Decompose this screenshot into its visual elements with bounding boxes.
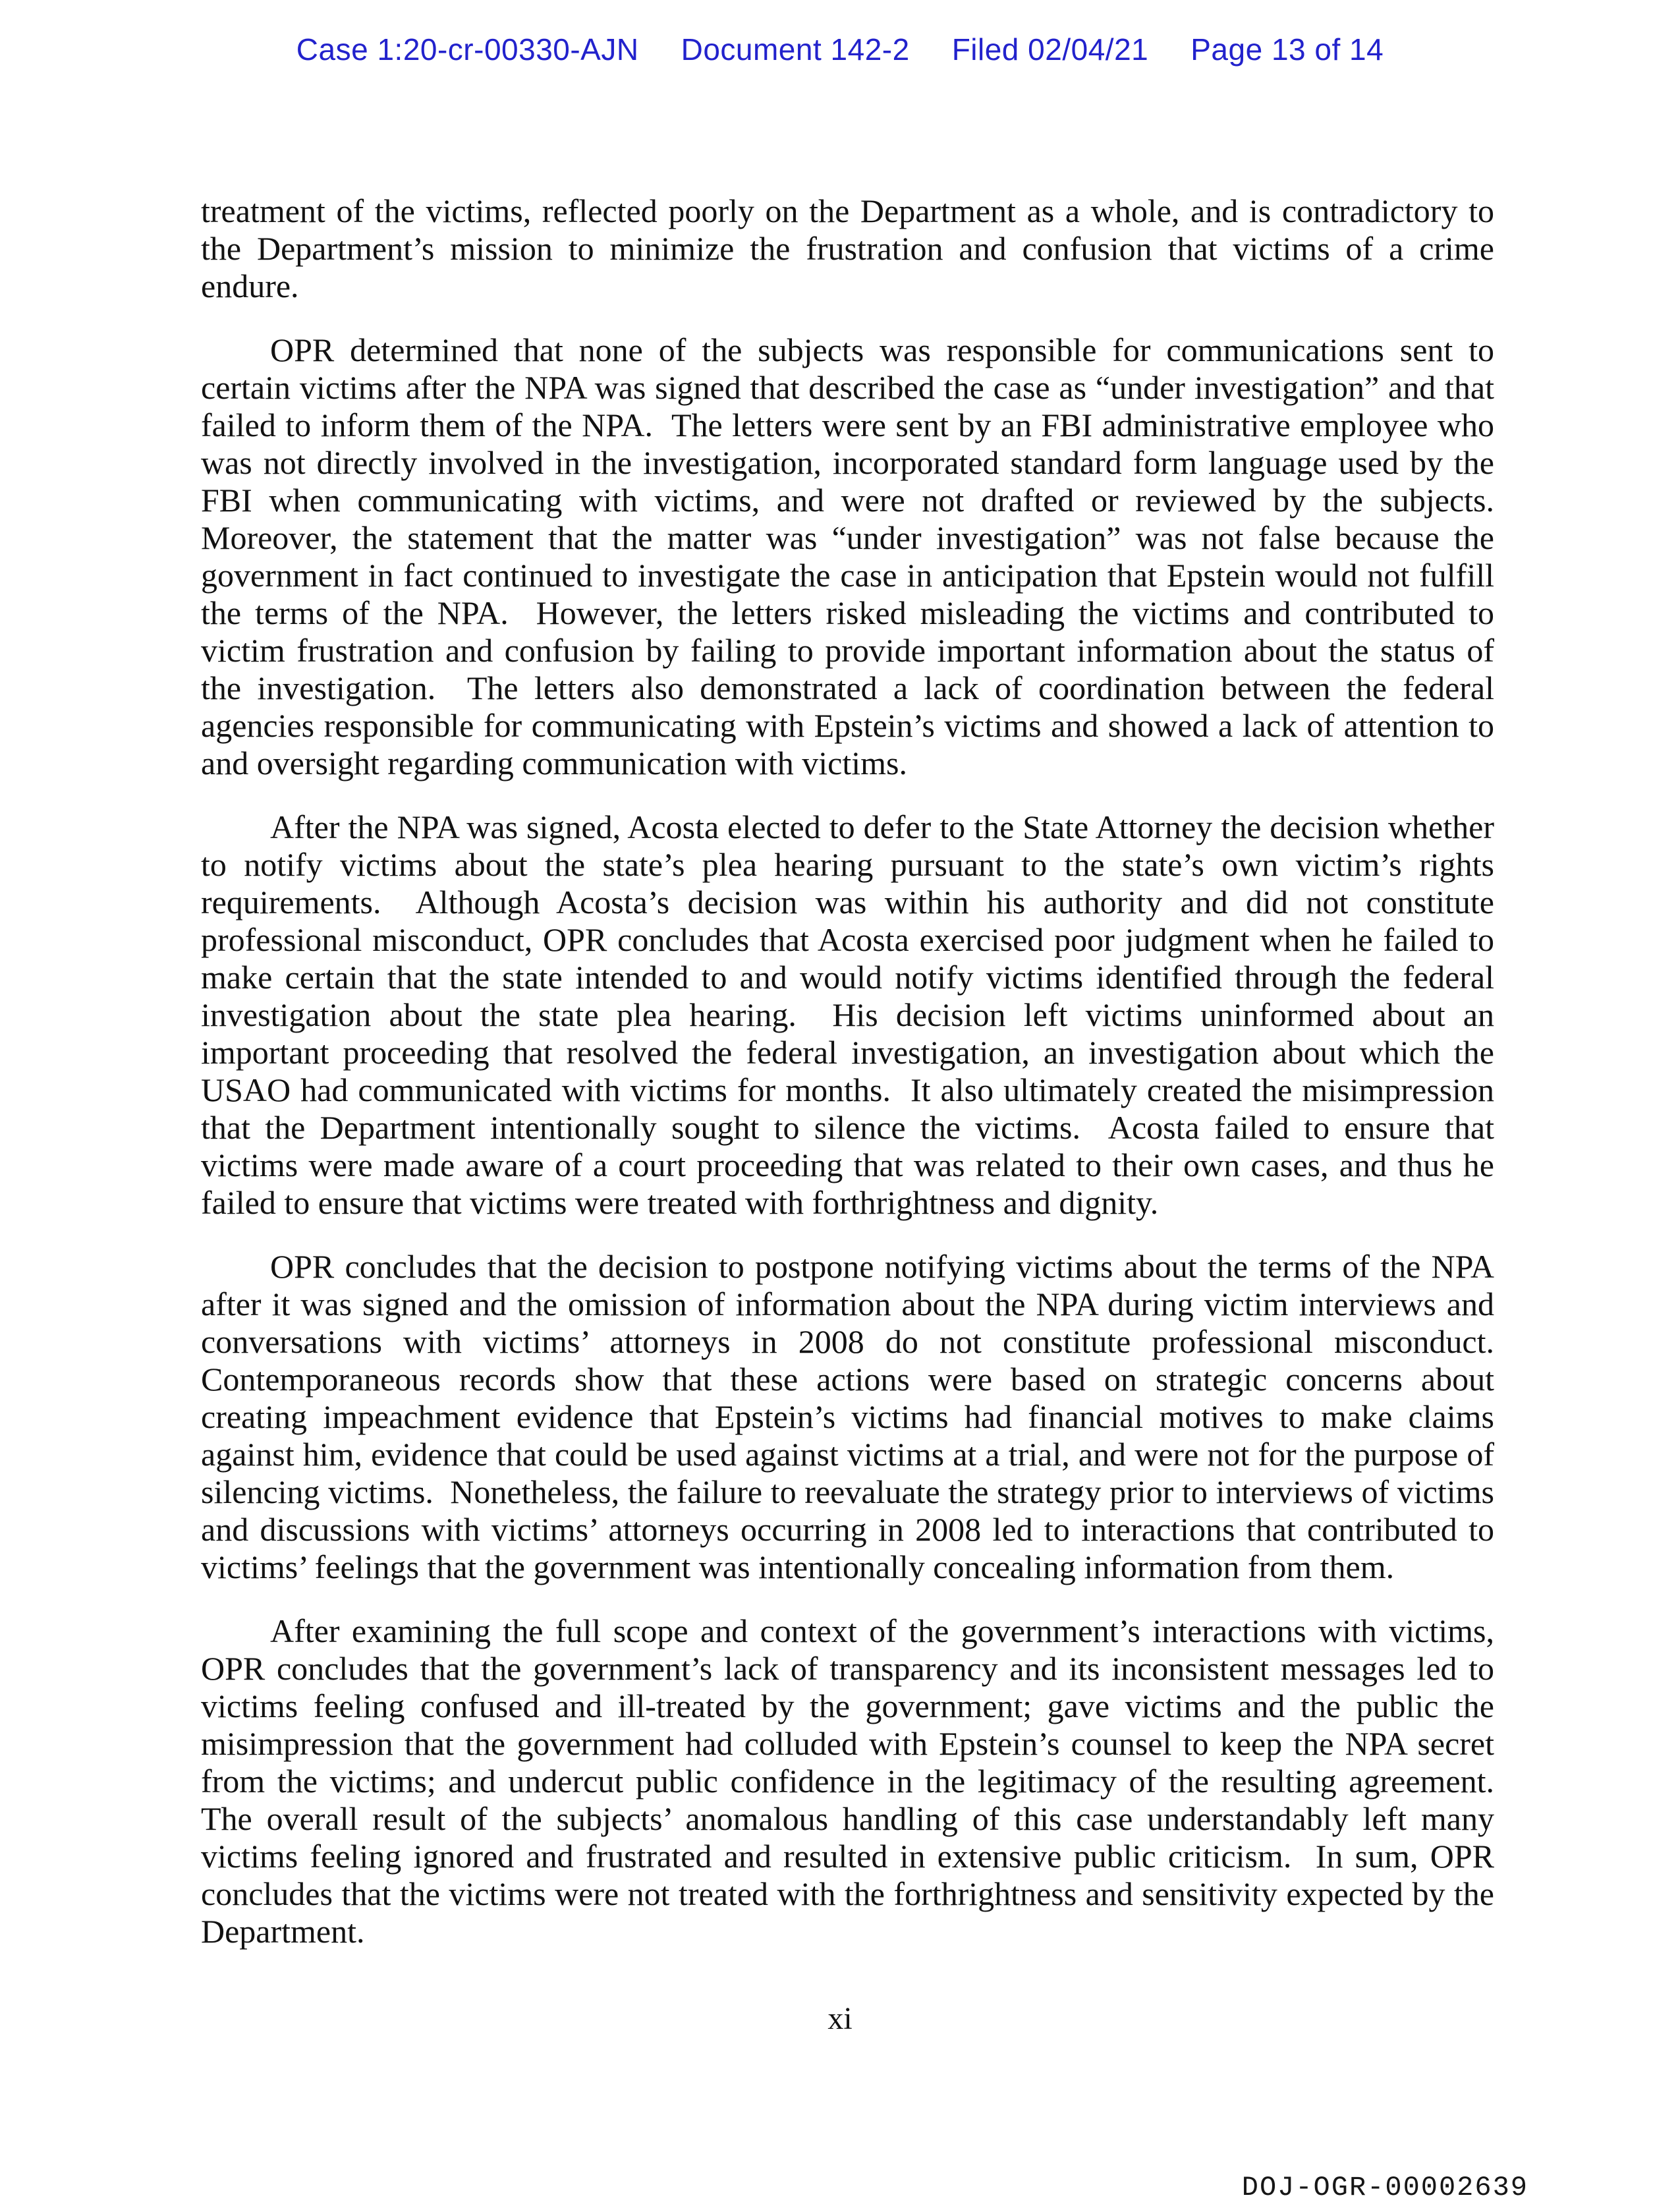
- bates-number: DOJ-OGR-00002639: [1241, 2172, 1528, 2203]
- document-number: Document 142-2: [681, 32, 910, 67]
- paragraph-after-npa-signed: After the NPA was signed, Acosta elected to defer to the State Attorney the decision whether to notify victims about the state’s plea hearing pursuant to the state’s own victim’s rights requirements. Although Acosta’s decision was within his authority and did not constitute professional misconduct, OPR concludes that Acosta exercised poor judgment when he failed to make certain that the state intended to and would notify victims identified through the federal investigation about the state plea hearing. His decision left victims uninformed about an important proceeding that resolved the federal investigation, an investigation about which the USAO had communicated with victims for months. It also ultimately created the misimpression that the Department intentionally sought to silence the victims. Acosta failed to ensure that victims were made aware of a court proceeding that was related to their own cases, and thus he failed to ensure that victims were treated with forthrightness and dignity.: [201, 808, 1503, 1221]
- case-number: Case 1:20-cr-00330-AJN: [296, 32, 639, 67]
- page-number: xi: [827, 2001, 853, 2036]
- paragraph-after-examining: After examining the full scope and context of the government’s interactions with victims, OPR concludes that the government’s lack of transparency and its inconsistent messages led to victims feeling confused and ill-treated by the government; gave victims and the public the misimpression that the government had colluded with Epstein’s counsel to keep the NPA secret from the victims; and undercut public confidence in the legitimacy of the resulting agreement. The overall result of the subjects’ anomalous handling of this case understandably left many victims feeling ignored and frustrated and resulted in extensive public criticism. In sum, OPR concludes that the victims were not treated with the forthrightness and sensitivity expected by the Department.: [201, 1612, 1511, 1950]
- paragraph-opr-concludes-postpone: OPR concludes that the decision to postpone notifying victims about the terms of the NPA after it was signed and the omission of information about the NPA during victim interviews and conversations with victims’ attorneys in 2008 do not constitute professional misconduct. Contemporaneous records show that these actions were based on strategic concerns about creating impeachment evidence that Epstein’s victims had financial motives to make claims against him, evidence that could be used against victims at a trial, and were not for the purpose of silencing victims. Nonetheless, the failure to reevaluate the strategy prior to interviews of victims and discussions with victims’ attorneys occurring in 2008 led to interactions that contributed to victims’ feelings that the government was intentionally concealing information from them.: [201, 1248, 1511, 1585]
- paragraph-continuation: treatment of the victims, reflected poorly on the Department as a whole, and is contradictory to the Department’s mission to minimize the frustration and confusion that victims of a crime endure.: [201, 192, 1503, 304]
- page-count: Page 13 of 14: [1190, 32, 1384, 67]
- document-body: [201, 192, 1511, 1977]
- filed-date: Filed 02/04/21: [951, 32, 1149, 67]
- paragraph-opr-determined: OPR determined that none of the subjects was responsible for communications sent to certain victims after the NPA was signed that described the case as “under investigation” and that failed to inform them of the NPA. The letters were sent by an FBI administrative employee who was not directly involved in the investigation, incorporated standard form language used by the FBI when communicating with victims, and were not drafted or reviewed by the subjects. Moreover, the statement that the matter was “under investigation” was not false because the government in fact continued to investigate the case in anticipation that Epstein would not fulfill the terms of the NPA. However, the letters risked misleading the victims and contributed to victim frustration and confusion by failing to provide important information about the status of the investigation. The letters also demonstrated a lack of coordination between the federal agencies responsible for communicating with Epstein’s victims and showed a lack of attention to and oversight regarding communication with victims.: [201, 331, 1511, 781]
- case-header-stamp: [0, 32, 1680, 67]
